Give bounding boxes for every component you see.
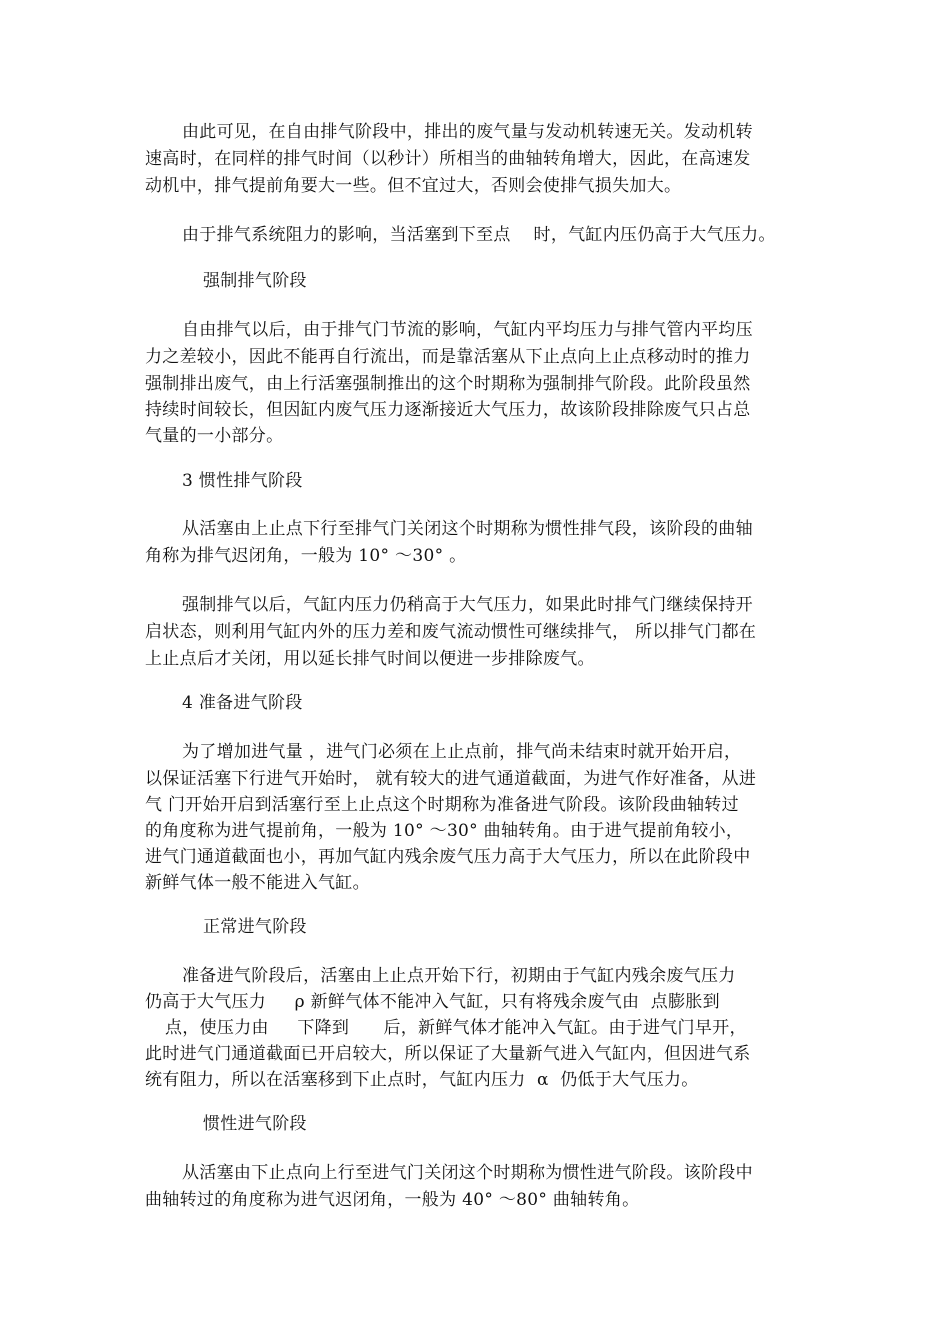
paragraph-6-line-3: 气 门开始开启到活塞行至上止点这个时期称为准备进气阶段。该阶段曲轴转过: [145, 795, 739, 815]
section-heading-normal-intake: 正常进气阶段: [203, 917, 307, 937]
paragraph-3-line-1: 自由排气以后，由于排气门节流的影响，气缸内平均压力与排气管内平均压: [182, 320, 753, 340]
section-heading-forced-exhaust: 强制排气阶段: [203, 271, 307, 291]
paragraph-6-line-2: 以保证活塞下行进气开始时， 就有较大的进气通道截面，为进气作好准备，从进: [145, 769, 757, 789]
paragraph-7-line-4: 此时进气门通道截面已开启较大，所以保证了大量新气进入气缸内，但因进气系: [145, 1044, 751, 1064]
paragraph-3-line-4: 持续时间较长，但因缸内废气压力逐渐接近大气压力，故该阶段排除废气只占总: [145, 400, 751, 420]
paragraph-3-line-2: 力之差较小，因此不能再自行流出，而是靠活塞从下止点向上止点移动时的推力: [145, 347, 751, 367]
paragraph-2-line-1: 由于排气系统阻力的影响，当活塞到下至点 时，气缸内压仍高于大气压力。: [182, 225, 776, 245]
paragraph-8-line-2: 曲轴转过的角度称为进气迟闭角，一般为 40° ～80° 曲轴转角。: [145, 1190, 640, 1210]
paragraph-5-line-2: 启状态，则利用气缸内外的压力差和废气流动惯性可继续排气， 所以排气门都在: [145, 622, 757, 642]
paragraph-1-line-3: 动机中，排气提前角要大一些。但不宜过大，否则会使排气损失加大。: [145, 176, 682, 196]
paragraph-1-line-2: 速高时，在同样的排气时间（以秒计）所相当的曲轴转角增大，因此，在高速发: [145, 149, 751, 169]
paragraph-6-line-4: 的角度称为进气提前角，一般为 10° ～30° 曲轴转角。由于进气提前角较小，: [145, 821, 744, 841]
paragraph-6-line-5: 进气门通道截面也小，再加气缸内残余废气压力高于大气压力，所以在此阶段中: [145, 847, 751, 867]
paragraph-7-line-5: 统有阻力，所以在活塞移到下止点时，气缸内压力 α 仍低于大气压力。: [145, 1070, 699, 1090]
paragraph-5-line-3: 上止点后才关闭，用以延长排气时间以便进一步排除废气。: [145, 649, 595, 669]
paragraph-4-line-2: 角称为排气迟闭角，一般为 10° ～30° 。: [145, 546, 467, 566]
paragraph-3-line-5: 气量的一小部分。: [145, 426, 284, 446]
section-heading-inertia-exhaust: 3 惯性排气阶段: [182, 471, 303, 491]
paragraph-5-line-1: 强制排气以后，气缸内压力仍稍高于大气压力，如果此时排气门继续保持开: [182, 595, 753, 615]
paragraph-4-line-1: 从活塞由上止点下行至排气门关闭这个时期称为惯性排气段，该阶段的曲轴: [182, 519, 753, 539]
paragraph-1-line-1: 由此可见，在自由排气阶段中，排出的废气量与发动机转速无关。发动机转: [182, 122, 753, 142]
paragraph-3-line-3: 强制排出废气，由上行活塞强制推出的这个时期称为强制排气阶段。此阶段虽然: [145, 374, 751, 394]
section-heading-inertia-intake: 惯性进气阶段: [203, 1114, 307, 1134]
paragraph-8-line-1: 从活塞由下止点向上行至进气门关闭这个时期称为惯性进气阶段。该阶段中: [182, 1163, 753, 1183]
paragraph-6-line-6: 新鲜气体一般不能进入气缸。: [145, 873, 370, 893]
paragraph-7-line-1: 准备进气阶段后，活塞由上止点开始下行，初期由于气缸内残余废气压力: [182, 966, 736, 986]
section-heading-intake-prep: 4 准备进气阶段: [182, 693, 303, 713]
paragraph-7-line-3: 点，使压力由 下降到 后，新鲜气体才能冲入气缸。由于进气门早开，: [165, 1018, 747, 1038]
paragraph-7-line-2: 仍高于大气压力 ρ 新鲜气体不能冲入气缸，只有将残余废气由 点膨胀到: [145, 992, 720, 1012]
paragraph-6-line-1: 为了增加进气量 ，进气门必须在上止点前，排气尚未结束时就开始开启，: [182, 742, 742, 762]
